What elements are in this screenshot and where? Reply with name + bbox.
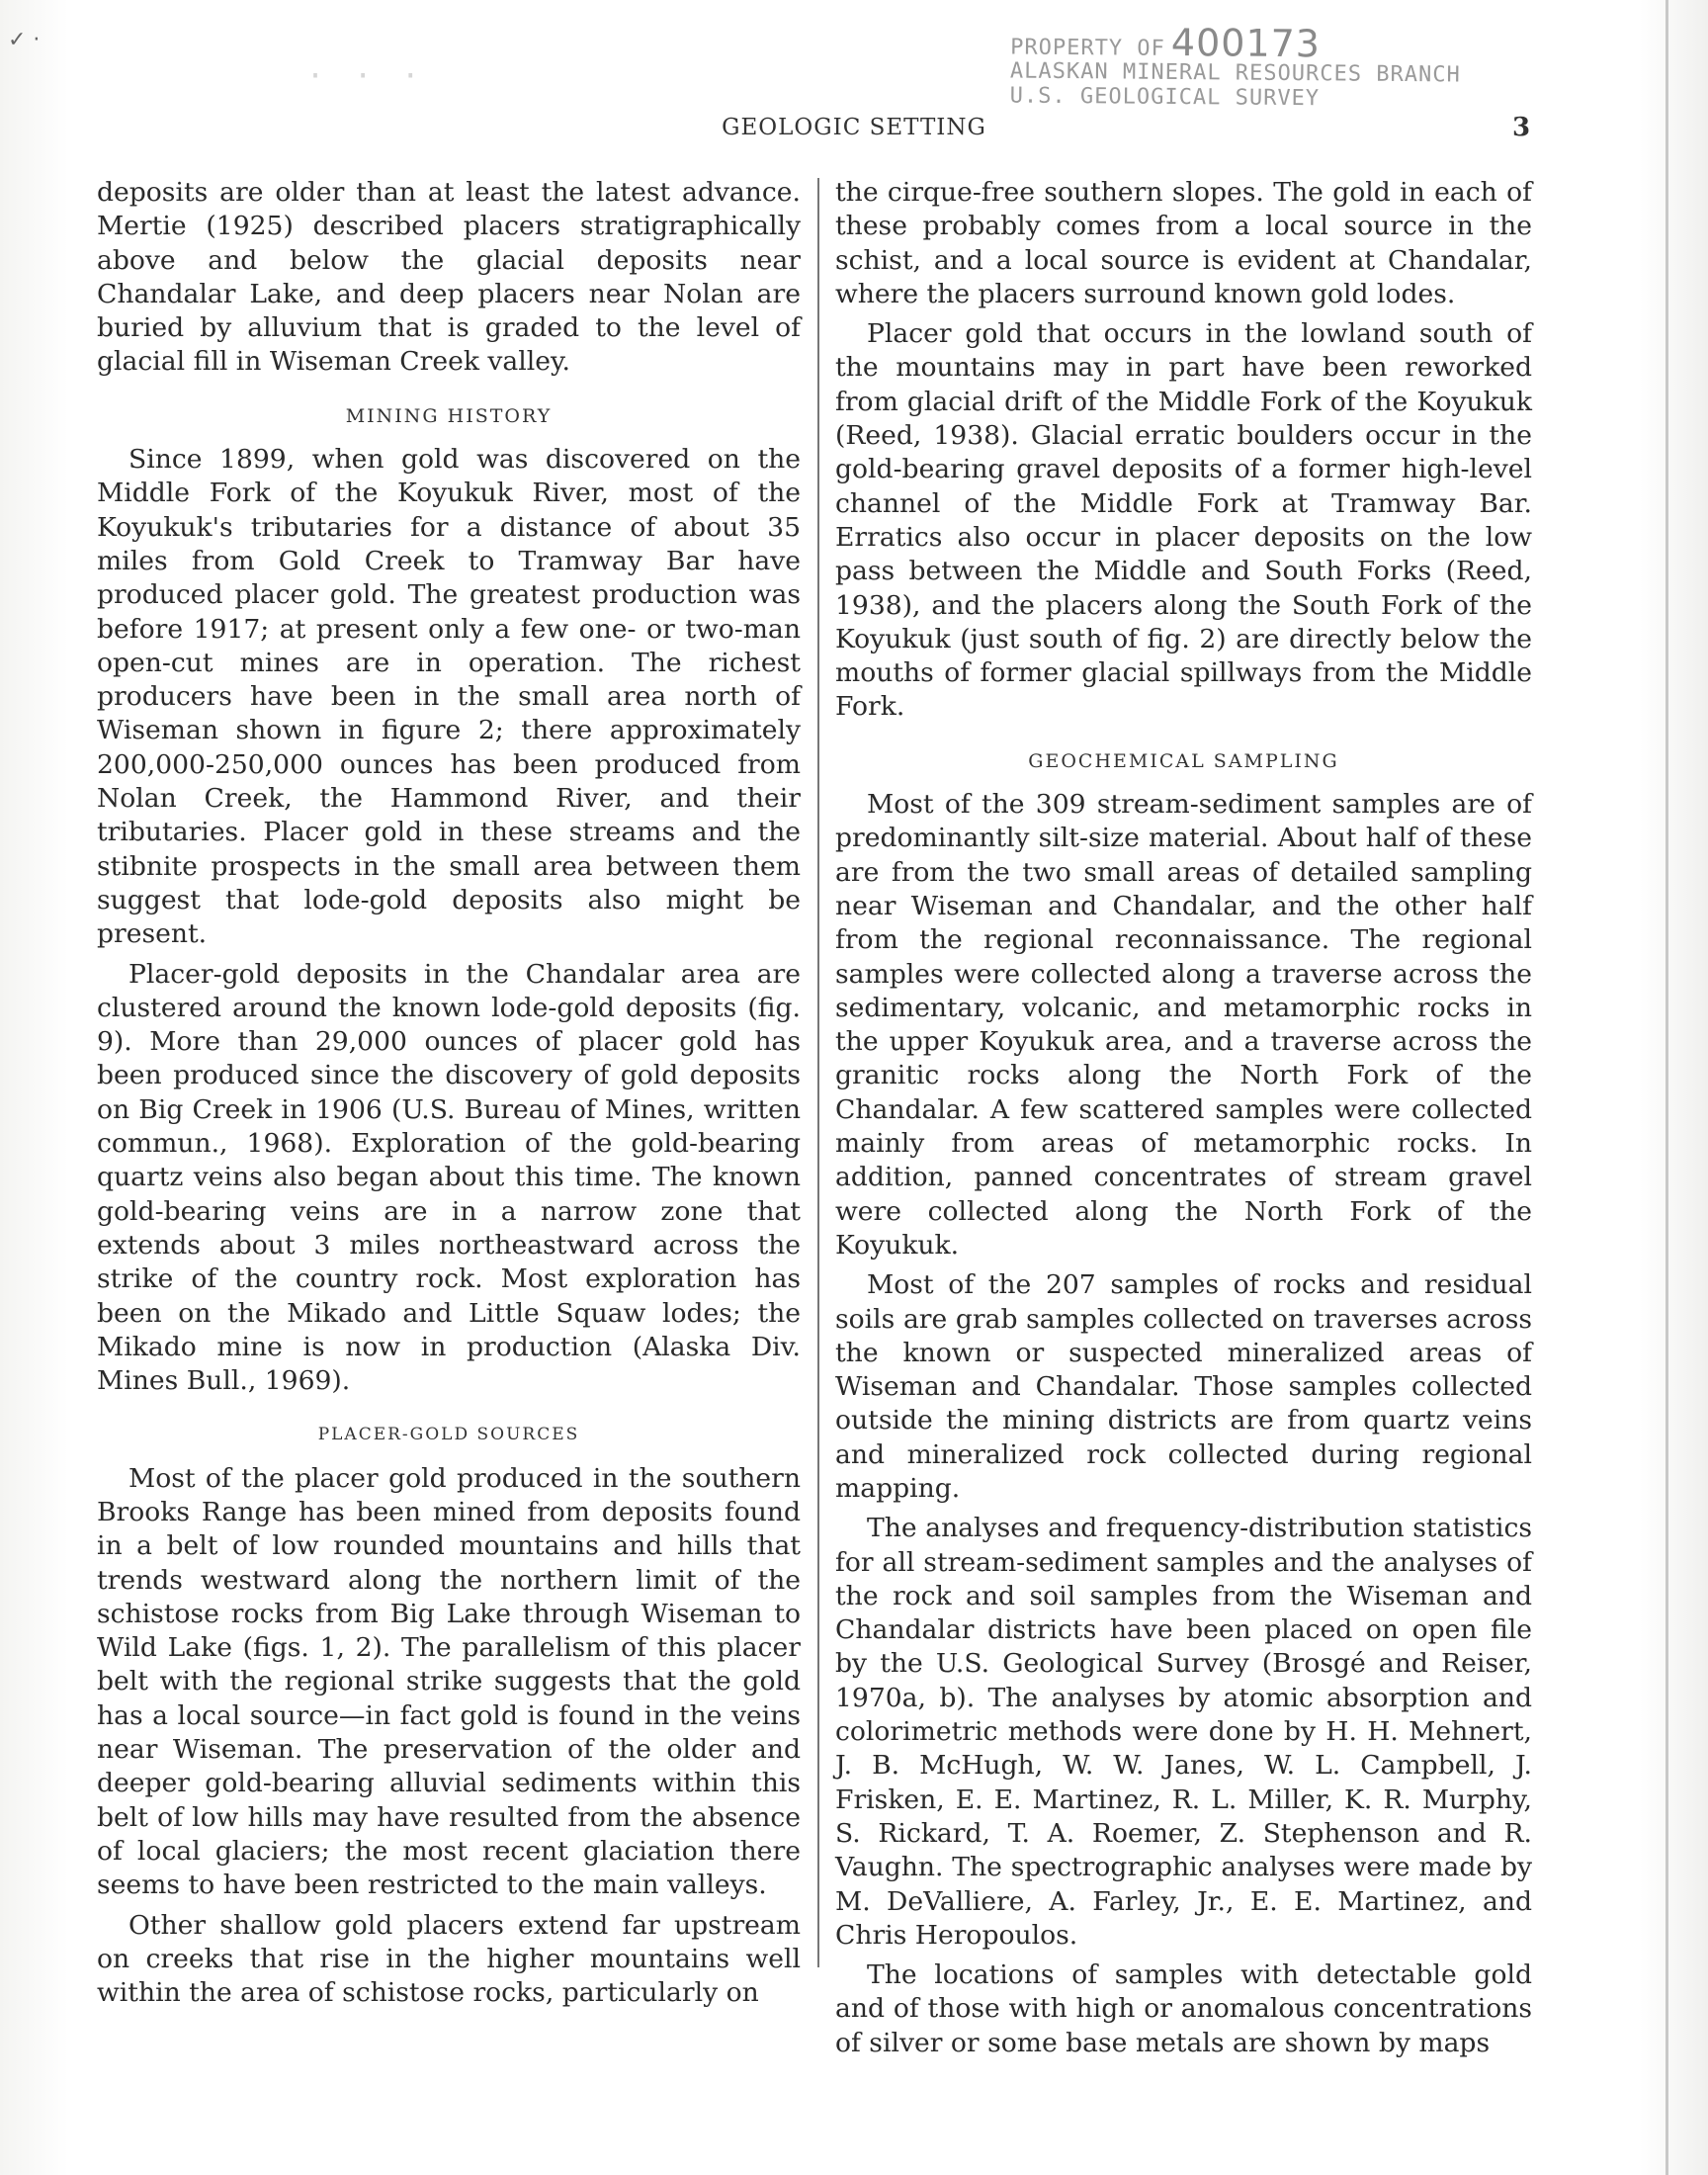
paragraph: The locations of samples with detectable gold and of those with high or anomalous concentrations of silver or some base metals are shown by maps: [835, 1959, 1532, 2058]
section-heading-geochemical-sampling: GEOCHEMICAL SAMPLING: [1028, 749, 1339, 772]
stamp-number: 400173: [1170, 20, 1322, 66]
bleed-through-mark: · · ·: [306, 59, 426, 94]
page-number: 3: [1512, 113, 1531, 142]
stamp-branch: ALASKAN MINERAL RESOURCES BRANCH: [1009, 58, 1461, 88]
margin-mark: ✓ ·: [8, 28, 41, 52]
property-stamp: [1010, 20, 1565, 114]
stamp-property-label: PROPERTY OF: [1010, 35, 1165, 61]
section-heading-mining-history: MINING HISTORY: [345, 404, 553, 427]
paragraph: Placer-gold deposits in the Chandalar area are clustered around the known lode-gold deposits (fig. 9). More than 29,000 ounces of placer gold has been produced since the discovery of gold deposits on Big Creek in 1906 (U.S. Bureau of Mines, written commun., 1968). Exploration of the gold-bearing quartz veins also began about this time. The known gold-bearing veins are in a narrow zone that extends about 3 miles northeastward across the strike of the country rock. Most exploration has been on the Mikado and Little Squaw lodes; the Mikado mine is now in production (Alaska Div. Mines Bull., 1969).: [97, 958, 801, 1397]
left-column: [97, 176, 801, 2016]
section-heading-placer-gold-sources: PLACER-GOLD SOURCES: [317, 1425, 580, 1445]
paragraph: the cirque-free southern slopes. The gold in each of these probably comes from a local source in the schist, and a local source is evident at Chandalar, where the placers surround known gold lodes.: [835, 177, 1532, 309]
column-divider: [817, 178, 819, 1967]
paragraph: Most of the placer gold produced in the southern Brooks Range has been mined from deposits found in a belt of low rounded mountains and hills that trends westward along the northern limit of the schistose rocks from Big Lake through Wiseman to Wild Lake (figs. 1, 2). The parallelism of this placer belt with the regional strike suggests that the gold has a local source—in fact gold is found in the veins near Wiseman. The preservation of the older and deeper gold-bearing alluvial sediments within this belt of low hills may have resulted from the absence of local glaciers; the most recent glaciation there seems to have been restricted to the main valleys.: [97, 1462, 801, 1901]
running-head: GEOLOGIC SETTING: [722, 115, 986, 140]
paragraph: Other shallow gold placers extend far upstream on creeks that rise in the higher mountains well within the area of schistose rocks, particularly on: [97, 1909, 801, 2009]
paragraph: Most of the 309 stream-sediment samples are of predominantly silt-size material. About half of these are from the two small areas of detailed sampling near Wiseman and Chandalar, and the other half from the regional reconnaissance. The regional samples were collected along a traverse across the sedimentary, volcanic, and metamorphic rocks in the upper Koyukuk area, and a traverse across the granitic rocks along the North Fork of the Chandalar. A few scattered samples were collected mainly from areas of metamorphic rocks. In addition, panned concentrates of stream gravel were collected along the North Fork of the Koyukuk.: [835, 789, 1532, 1261]
page-edge-shadow: [1665, 0, 1668, 2175]
paragraph: deposits are older than at least the latest advance. Mertie (1925) described placers stratigraphically above and below the glacial deposits near Chandalar Lake, and deep placers near Nolan are buried by alluvium that is graded to the level of glacial fill in Wiseman Creek valley.: [97, 177, 801, 378]
right-column: [835, 176, 1532, 2066]
paragraph: Placer gold that occurs in the lowland south of the mountains may in part have been reworked from glacial drift of the Middle Fork of the Koyukuk (Reed, 1938). Glacial erratic boulders occur in the gold-bearing gravel deposits of a former high-level channel of the Middle Fork at Tramway Bar. Erratics also occur in placer deposits on the low pass between the Middle and South Forks (Reed, 1938), and the placers along the South Fork of the Koyukuk (just south of fig. 2) are directly below the mouths of former glacial spillways from the Middle Fork.: [835, 318, 1532, 723]
paragraph: Most of the 207 samples of rocks and residual soils are grab samples collected on traverses across the known or suspected mineralized areas of Wiseman and Chandalar. Those samples collected outside the mining districts are from quartz veins and mineralized rock collected during regional mapping.: [835, 1269, 1532, 1504]
paragraph: Since 1899, when gold was discovered on the Middle Fork of the Koyukuk River, most of the Koyukuk's tributaries for a distance of about 35 miles from Gold Creek to Tramway Bar have produced placer gold. The greatest production was before 1917; at present only a few one- or two-man open-cut mines are in operation. The richest producers have been in the small area north of Wiseman shown in figure 2; there approximately 200,000-250,000 ounces has been produced from Nolan Creek, the Hammond River, and their tributaries. Placer gold in these streams and the stibnite prospects in the small area between them suggest that lode-gold deposits also might be present.: [97, 444, 801, 950]
paragraph: The analyses and frequency-distribution statistics for all stream-sediment samples and the analyses of the rock and soil samples from the Wiseman and Chandalar districts have been placed on open file by the U.S. Geological Survey (Brosgé and Reiser, 1970a, b). The analyses by atomic absorption and colorimetric methods were done by H. H. Mehnert, J. B. McHugh, W. W. Janes, W. L. Campbell, J. Frisken, E. E. Martinez, R. L. Miller, K. R. Murphy, S. Rickard, T. A. Roemer, Z. Stephenson and R. Vaughn. The spectrographic analyses were made by M. DeValliere, A. Farley, Jr., E. E. Martinez, and Chris Heropoulos.: [835, 1513, 1532, 1951]
stamp-agency: U.S. GEOLOGICAL SURVEY: [1009, 83, 1321, 112]
